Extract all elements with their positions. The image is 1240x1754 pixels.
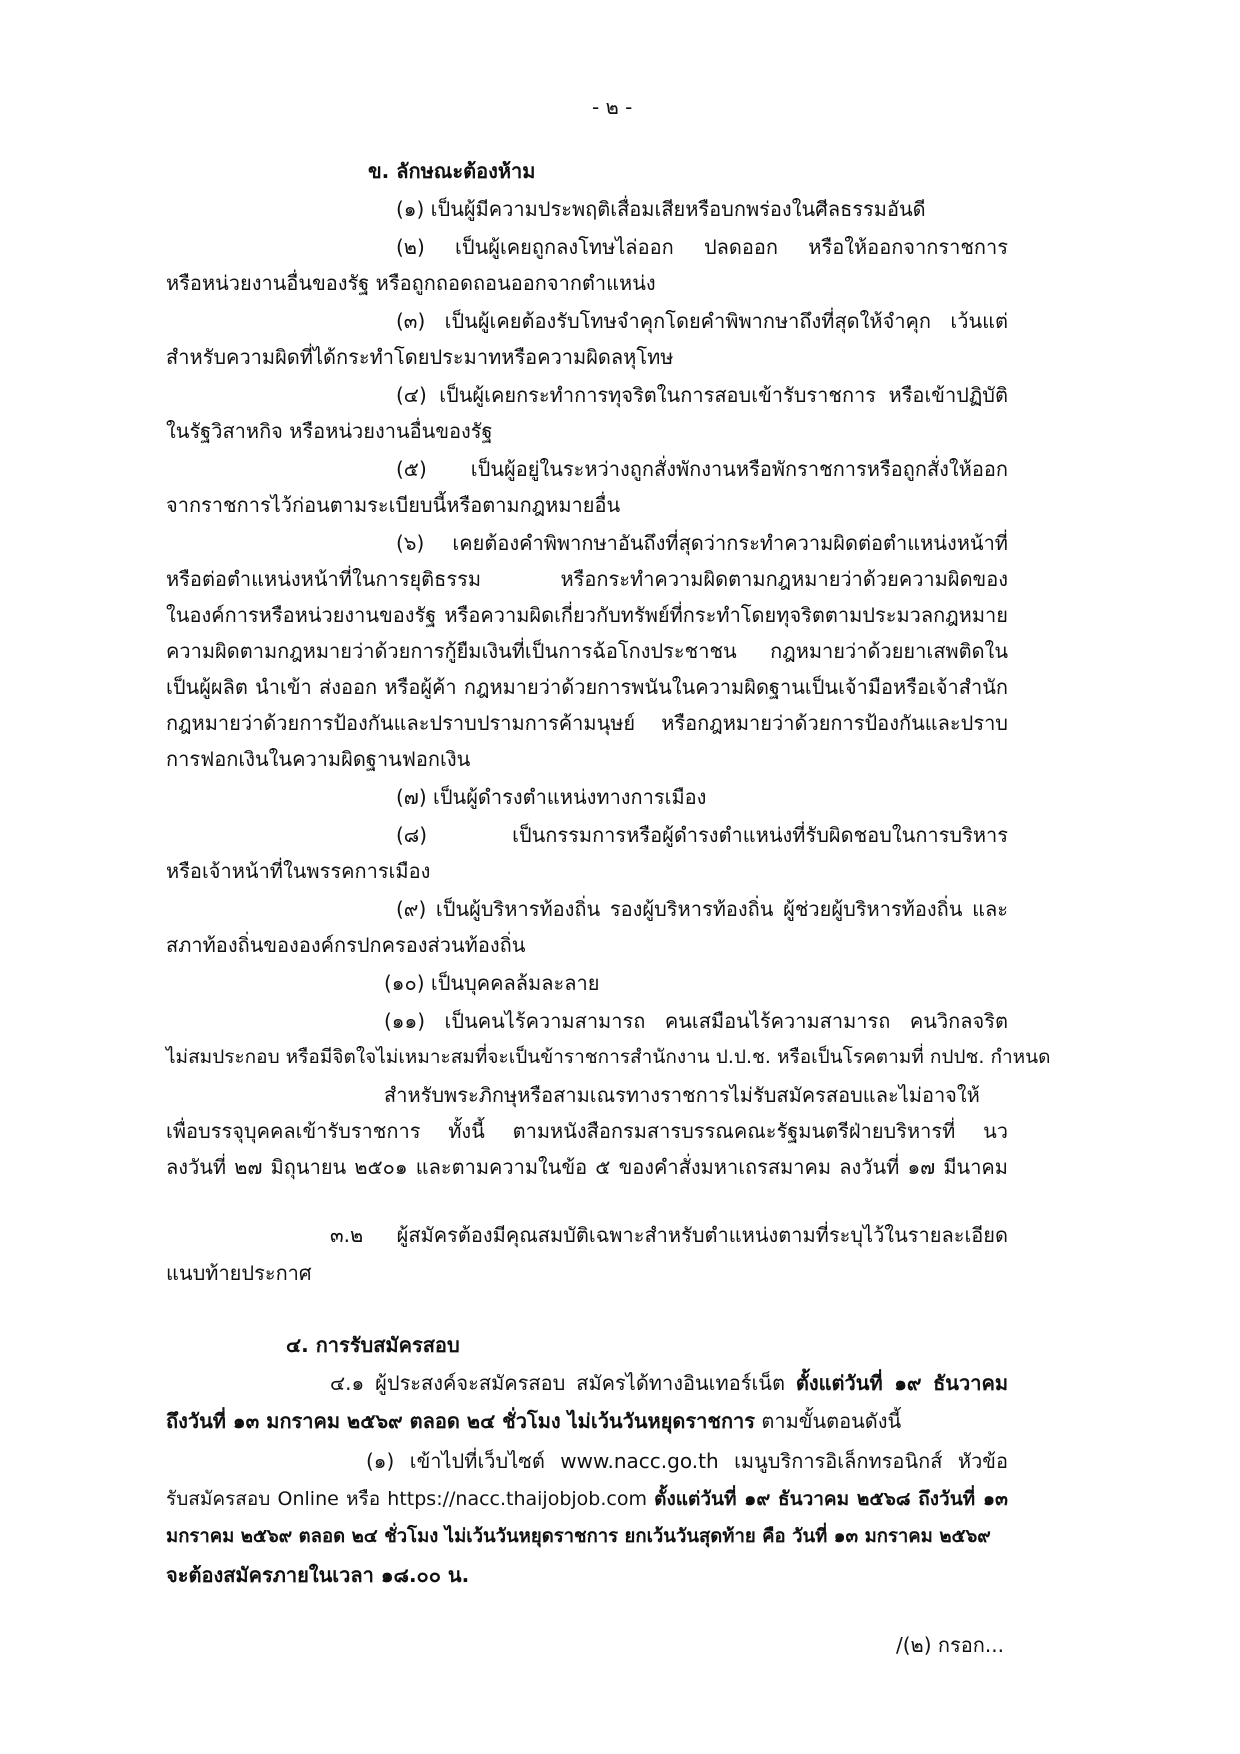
item-5-line-1: (๕) เป็นผู้อยู่ในระหว่างถูกสั่งพักงานหรือพักราชการหรือถูกสั่งให้ออก bbox=[396, 457, 1008, 481]
step-1-line-2-bold: ตั้งแต่วันที่ ๑๙ ธันวาคม ๒๕๖๘ ถึงวันที่ ๑๓ bbox=[654, 1488, 1008, 1510]
item-3-line-1: (๓) เป็นผู้เคยต้องรับโทษจำคุกโดยคำพิพากษาถึงที่สุดให้จำคุก เว้นแต่ bbox=[396, 309, 1008, 333]
item-9-line-2: สภาท้องถิ่นขององค์กรปกครองส่วนท้องถิ่น bbox=[166, 933, 526, 957]
section-3-2-line-1: ๓.๒ ผู้สมัครต้องมีคุณสมบัติเฉพาะสำหรับตำแหน่งตามที่ระบุไว้ในรายละเอียด bbox=[330, 1223, 1008, 1247]
section-kho-heading: ข. ลักษณะต้องห้าม bbox=[368, 159, 536, 183]
item-3-line-2: สำหรับความผิดที่ได้กระทำโดยประมาทหรือความผิดลหุโทษ bbox=[166, 345, 674, 369]
item-6-line-7: การฟอกเงินในความผิดฐานฟอกเงิน bbox=[166, 747, 471, 771]
item-5-line-2: จากราชการไว้ก่อนตามระเบียบนี้หรือตามกฎหมายอื่น bbox=[166, 493, 621, 517]
continuation-note: /(๒) กรอก... bbox=[896, 1633, 1004, 1657]
step-1-line-2-normal: รับสมัครสอบ Online หรือ https://nacc.thaijobjob.com bbox=[166, 1488, 655, 1510]
section-4-heading: ๔. การรับสมัครสอบ bbox=[286, 1333, 460, 1357]
item-6-line-4: ความผิดตามกฎหมายว่าด้วยการกู้ยืมเงินที่เป็นการฉ้อโกงประชาชน กฎหมายว่าด้วยยาเสพติดใน bbox=[166, 639, 1008, 663]
item-2-line-1: (๒) เป็นผู้เคยถูกลงโทษไล่ออก ปลดออก หรือให้ออกจากราชการ bbox=[396, 235, 1008, 259]
section-4-1-line-1-bold: ตั้งแต่วันที่ ๑๙ ธันวาคม bbox=[795, 1371, 1008, 1395]
section-4-1-line-2-normal: ตามขั้นตอนดังนี้ bbox=[755, 1409, 902, 1433]
item-6-line-3: ในองค์การหรือหน่วยงานของรัฐ หรือความผิดเกี่ยวกับทรัพย์ที่กระทำโดยทุจริตตามประมวลกฎหมาย bbox=[166, 603, 1008, 627]
item-4-line-1: (๔) เป็นผู้เคยกระทำการทุจริตในการสอบเข้ารับราชการ หรือเข้าปฏิบัติ bbox=[396, 383, 1008, 407]
section-4-1-line-1 bbox=[330, 1368, 1008, 1398]
item-7-line-1: (๗) เป็นผู้ดำรงตำแหน่งทางการเมือง bbox=[396, 785, 707, 809]
item-6-line-2: หรือต่อตำแหน่งหน้าที่ในการยุติธรรม หรือกระทำความผิดตามกฎหมายว่าด้วยความผิดของ bbox=[166, 567, 1008, 591]
step-1-line-2 bbox=[166, 1484, 1008, 1514]
monk-note-line-1: สำหรับพระภิกษุหรือสามเณรทางราชการไม่รับสมัครสอบและไม่อาจให้ bbox=[384, 1083, 980, 1107]
item-6-line-5: เป็นผู้ผลิต นำเข้า ส่งออก หรือผู้ค้า กฎหมายว่าด้วยการพนันในความผิดฐานเป็นเจ้ามือหรือเจ้าสำนัก bbox=[166, 675, 1008, 699]
section-4-1-line-2-bold: ถึงวันที่ ๑๓ มกราคม ๒๕๖๙ ตลอด ๒๔ ชั่วโมง ไม่เว้นวันหยุดราชการ bbox=[166, 1409, 756, 1433]
item-9-line-1: (๙) เป็นผู้บริหารท้องถิ่น รองผู้บริหารท้องถิ่น ผู้ช่วยผู้บริหารท้องถิ่น และ bbox=[396, 897, 1008, 921]
item-4-line-2: ในรัฐวิสาหกิจ หรือหน่วยงานอื่นของรัฐ bbox=[166, 419, 493, 443]
page-number: - ๒ - bbox=[592, 95, 633, 119]
item-2-line-2: หรือหน่วยงานอื่นของรัฐ หรือถูกถอดถอนออกจากตำแหน่ง bbox=[166, 271, 656, 295]
step-1-line-4: จะต้องสมัครภายในเวลา ๑๘.๐๐ น. bbox=[166, 1563, 470, 1587]
item-6-line-6: กฎหมายว่าด้วยการป้องกันและปราบปรามการค้ามนุษย์ หรือกฎหมายว่าด้วยการป้องกันและปราบ bbox=[166, 711, 1008, 735]
item-8-line-2: หรือเจ้าหน้าที่ในพรรคการเมือง bbox=[166, 859, 431, 883]
section-4-1-line-2 bbox=[166, 1406, 901, 1436]
item-10-line-1: (๑๐) เป็นบุคคลล้มละลาย bbox=[384, 971, 600, 995]
section-3-2-line-2: แนบท้ายประกาศ bbox=[166, 1261, 312, 1285]
item-8-line-1: (๘) เป็นกรรมการหรือผู้ดำรงตำแหน่งที่รับผิดชอบในการบริหาร bbox=[396, 823, 1008, 847]
section-4-1-line-1-normal: ๔.๑ ผู้ประสงค์จะสมัครสอบ สมัครได้ทางอินเทอร์เน็ต bbox=[330, 1371, 796, 1395]
item-11-line-2: ไม่สมประกอบ หรือมีจิตใจไม่เหมาะสมที่จะเป็นข้าราชการสำนักงาน ป.ป.ช. หรือเป็นโรคตามที่ กปปช. กำหนด bbox=[166, 1046, 1051, 1068]
step-1-line-3: มกราคม ๒๕๖๙ ตลอด ๒๔ ชั่วโมง ไม่เว้นวันหยุดราชการ ยกเว้นวันสุดท้าย คือ วันที่ ๑๓ มกราคม ๒๕๖๙ bbox=[166, 1526, 991, 1547]
item-6-line-1: (๖) เคยต้องคำพิพากษาอันถึงที่สุดว่ากระทำความผิดต่อตำแหน่งหน้าที่ bbox=[396, 531, 1008, 555]
item-1-line-1: (๑) เป็นผู้มีความประพฤติเสื่อมเสียหรือบกพร่องในศีลธรรมอันดี bbox=[396, 197, 926, 221]
monk-note-line-3: ลงวันที่ ๒๗ มิถุนายน ๒๕๐๑ และตามความในข้อ ๕ ของคำสั่งมหาเถรสมาคม ลงวันที่ ๑๗ มีนาคม bbox=[166, 1155, 1008, 1179]
item-11-line-1: (๑๑) เป็นคนไร้ความสามารถ คนเสมือนไร้ความสามารถ คนวิกลจริต bbox=[384, 1009, 1008, 1033]
step-1-line-1: (๑) เข้าไปที่เว็บไซต์ www.nacc.go.th เมนูบริการอิเล็กทรอนิกส์ หัวข้อ bbox=[366, 1449, 1008, 1473]
monk-note-line-2: เพื่อบรรจุบุคคลเข้ารับราชการ ทั้งนี้ ตามหนังสือกรมสารบรรณคณะรัฐมนตรีฝ่ายบริหารที่ นว bbox=[166, 1119, 1008, 1143]
